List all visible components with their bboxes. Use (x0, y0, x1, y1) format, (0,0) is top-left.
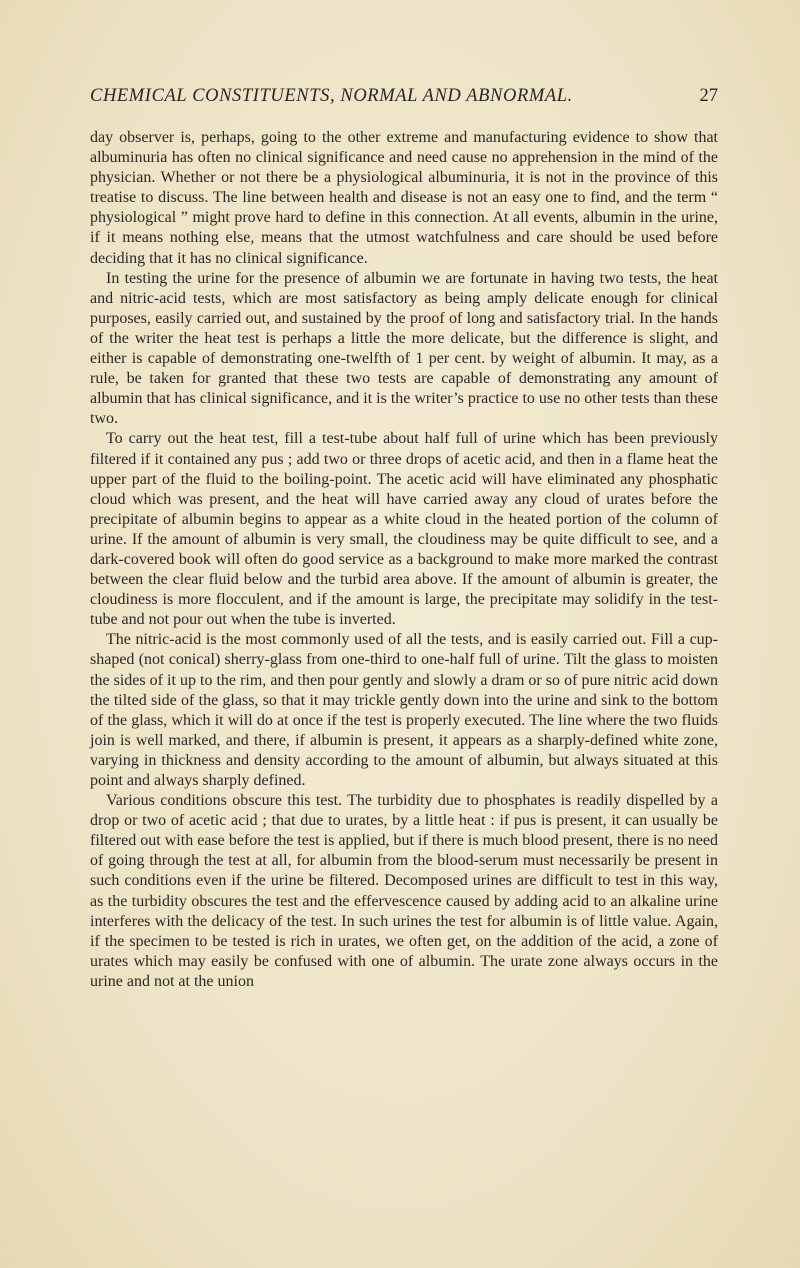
paragraph-nitric-acid-test: The nitric-acid is the most commonly used of all the tests, and is easily carried out. Fill a cup-shaped (not conical) sherry-glass from one-third to one-half full of urine. Tilt the glass to moisten the sides of it up to the rim, and then pour gently and slowly a dram or so of pure nitric acid down the tilted side of the glass, so that it may trickle gently down into the urine and sink to the bottom of the glass, which it will do at once if the test is properly executed. The line where the two fluids join is well marked, and there, if albumin is present, it appears as a sharply-defined white zone, varying in thickness and density according to the amount of albumin, but always situated at this point and always sharply defined. (90, 631, 718, 789)
body-text (90, 128, 718, 992)
paragraph-tests-overview: In testing the urine for the presence of albumin we are fortunate in having two tests, the heat and nitric-acid tests, which are most satisfactory as being amply delicate enough for clinical purposes, easily carried out, and sustained by the proof of long and satisfactory trial. In the hands of the writer the heat test is perhaps a little the more delicate, but the difference is slight, and either is capable of demonstrating one-twelfth of 1 per cent. by weight of albumin. It may, as a rule, be taken for granted that these two tests are capable of demonstrating any amount of albumin that has clinical significance, and it is the writer’s practice to use no other tests than these two. (90, 269, 718, 428)
paragraph-obscuring-conditions: Various conditions obscure this test. The turbidity due to phosphates is readily dispelled by a drop or two of acetic acid ; that due to urates, by a little heat : if pus is present, it can usually be filtered out with ease before the test is applied, but if there is much blood present, there is no need of going through the test at all, for albumin from the blood-serum must necessarily be present in such conditions even if the urine be filtered. Decomposed urines are difficult to test in this way, as the turbidity obscures the test and the effervescence caused by adding acid to an alkaline urine interferes with the delicacy of the test. In such urines the test for albumin is of little value. Again, if the specimen to be tested is rich in urates, we often get, on the addition of the acid, a zone of urates which may easily be confused with one of albumin. The urate zone always occurs in the urine and not at the union (90, 792, 718, 990)
page-header (90, 86, 718, 112)
running-title: CHEMICAL CONSTITUENTS, NORMAL AND ABNORMAL. (90, 86, 573, 106)
paragraph-continuation: day observer is, perhaps, going to the other extreme and manufacturing evidence to show that albuminuria has often no clinical significance and need cause no apprehension in the mind of the physician. Whether or not there be a physiological albuminuria, it is not in the province of this treatise to discuss. The line between health and disease is not an easy one to find, and the term “ physiological ” might prove hard to define in this connection. At all events, albumin in the urine, if it means nothing else, means that the utmost watchfulness and care should be used before deciding that it has no clinical significance. (90, 129, 718, 267)
page-number: 27 (699, 86, 718, 106)
paragraph-heat-test: To carry out the heat test, fill a test-tube about half full of urine which has been previously filtered if it contained any pus ; add two or three drops of acetic acid, and then in a flame heat the upper part of the fluid to the boiling-point. The acetic acid will have eliminated any phosphatic cloud which was present, and the heat will have carried away any cloud of urates before the precipitate of albumin begins to appear as a white cloud in the heated portion of the column of urine. If the amount of albumin is very small, the cloudiness may be quite difficult to see, and a dark-covered book will often do good service as a background to make more marked the contrast between the clear fluid below and the turbid area above. If the amount of albumin is greater, the cloudiness is more flocculent, and if the amount is large, the precipitate may solidify in the test-tube and not pour out when the tube is inverted. (90, 430, 718, 629)
